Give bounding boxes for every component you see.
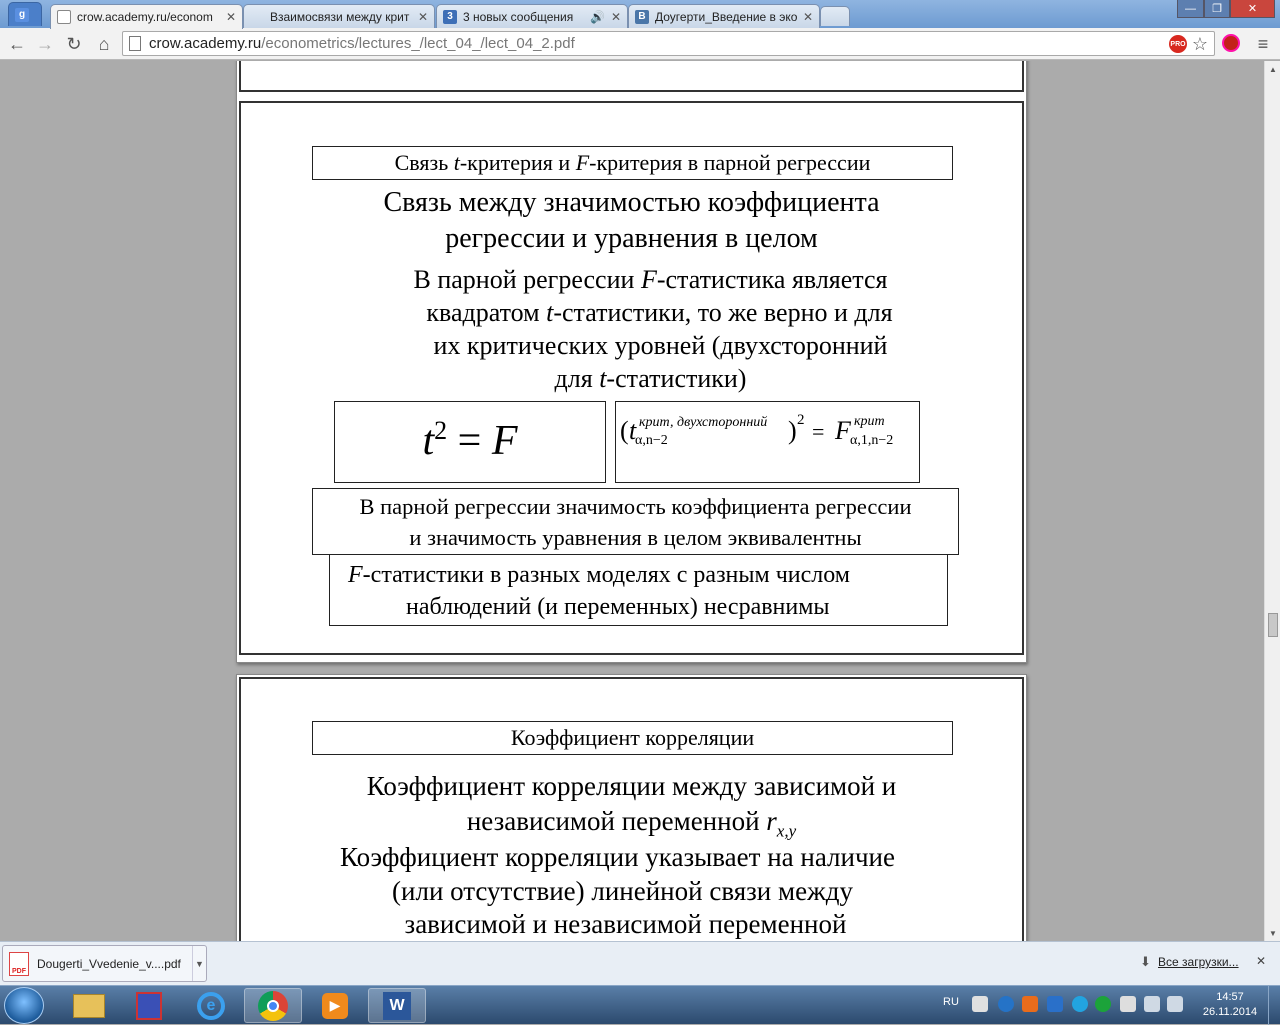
vk-icon: B — [635, 10, 649, 24]
corr-l2-sub: x,y — [776, 821, 797, 841]
bookmark-star-icon[interactable]: ☆ — [1191, 33, 1209, 54]
forward-arrow-icon[interactable]: → — [36, 33, 54, 54]
corr-line-4: (или отсутствие) линейной связи между — [392, 876, 853, 906]
tab-strip — [0, 0, 1280, 28]
previous-slide-bottom — [239, 61, 1024, 92]
download-item[interactable] — [2, 945, 207, 982]
pdf-page — [236, 61, 1027, 663]
p1-l2-pre: квадратом — [426, 298, 547, 327]
address-host: crow.academy.ru — [149, 35, 262, 52]
scroll-down-icon[interactable]: ▼ — [1269, 928, 1277, 938]
slide-t-f-criteria — [239, 101, 1024, 655]
pdf-page — [236, 674, 1027, 941]
pdf-file-icon: PDF — [9, 952, 29, 976]
clock[interactable] — [1195, 990, 1265, 1020]
home-icon[interactable]: ⌂ — [98, 33, 110, 54]
slide-title-post: -критерия в парной регрессии — [589, 150, 871, 175]
scroll-thumb[interactable] — [1268, 613, 1278, 637]
formula2-t: t — [629, 416, 637, 445]
tab-crow-academy[interactable] — [50, 4, 243, 29]
floppy-icon — [136, 992, 162, 1020]
folder-icon — [73, 994, 105, 1018]
scroll-up-icon[interactable]: ▲ — [1269, 64, 1277, 74]
p1-l4-t: t — [599, 364, 607, 393]
show-desktop-button[interactable] — [1268, 986, 1280, 1025]
p1-l2-t: t — [546, 298, 554, 327]
formula-box-2 — [615, 401, 920, 483]
pdf-viewer[interactable] — [0, 61, 1264, 941]
box3-line-1 — [330, 559, 947, 591]
taskbar-explorer[interactable] — [60, 988, 118, 1023]
taskbar-word[interactable] — [368, 988, 426, 1023]
close-tab-icon[interactable]: ✕ — [417, 9, 428, 24]
p1-l4-pre: для — [554, 364, 600, 393]
adblock-icon[interactable] — [1222, 34, 1240, 52]
equivalence-box — [312, 488, 959, 555]
corr-line-5: зависимой и независимой переменной — [404, 909, 847, 939]
formula2-Fsub: α,1,n−2 — [850, 433, 894, 448]
google-apps-icon: g — [15, 8, 29, 22]
formula-box-1 — [334, 401, 606, 483]
formula2-open: ( — [620, 416, 629, 445]
formula1-exp: 2 — [434, 416, 448, 445]
chrome-icon — [258, 991, 288, 1021]
page-icon — [57, 10, 71, 24]
mail-icon: 3 — [443, 10, 457, 24]
formula2-close: ) — [788, 416, 797, 445]
p1-l1-pre: В парной регрессии — [413, 265, 641, 294]
language-indicator[interactable]: RU — [943, 996, 959, 1008]
slide-title-pre: Связь — [394, 150, 454, 175]
box3-l1-post: -статистики в разных моделях с разным числом — [362, 562, 850, 588]
tab-title: Доугерти_Введение в эко — [655, 9, 798, 24]
tab-title: 3 новых сообщения — [463, 9, 574, 24]
reload-icon[interactable]: ↻ — [66, 33, 82, 54]
formula-t-squared-equals-F — [335, 416, 605, 465]
slide-title-t: t — [453, 150, 460, 175]
tab-vzaimosvyazi[interactable] — [243, 4, 435, 28]
tab-messages[interactable] — [436, 4, 628, 28]
maximize-button[interactable]: ❐ — [1204, 0, 1230, 18]
network-icon[interactable] — [1144, 996, 1160, 1012]
paragraph-line-1 — [241, 265, 1022, 295]
formula2-Fsup: крит — [854, 414, 885, 429]
speaker-icon: 🔊 — [589, 9, 605, 24]
p1-l1-post: -статистика является — [656, 265, 888, 294]
p1-l1-F: F — [640, 265, 657, 294]
tray-icon-network[interactable] — [972, 996, 988, 1012]
slide-title-box — [312, 146, 953, 180]
corr-line-1: Коэффициент корреляции между зависимой и — [366, 771, 897, 801]
download-filename: Dougerti_Vvedenie_v....pdf — [37, 956, 181, 971]
paragraph-line-4 — [241, 364, 1022, 394]
paragraph-line-3: их критических уровней (двухсторонний — [433, 331, 888, 360]
corr-l2-r: r — [766, 806, 777, 836]
start-button[interactable] — [4, 987, 44, 1024]
incomparable-box — [329, 554, 948, 626]
browser-toolbar — [0, 28, 1280, 60]
windows-taskbar — [0, 985, 1280, 1024]
formula1-F: F — [491, 418, 518, 464]
formula1-eq: = — [447, 418, 492, 464]
address-path: /econometrics/lectures_/lect_04_/lect_04_2.pdf — [261, 35, 575, 52]
all-downloads-link[interactable]: Все загрузки... — [1158, 955, 1239, 969]
flag-icon[interactable] — [1120, 996, 1136, 1012]
corr-line-3: Коэффициент корреляции указывает на наличие — [339, 842, 895, 872]
heading-line-2: регрессии и уравнения в целом — [445, 223, 818, 254]
chevron-down-icon[interactable]: ▼ — [192, 946, 206, 981]
tab-dougerti[interactable] — [628, 4, 820, 28]
clock-time: 14:57 — [1216, 991, 1244, 1003]
tray-icon-app2[interactable] — [1047, 996, 1063, 1012]
page-icon — [129, 36, 141, 51]
download-shelf — [0, 941, 1280, 985]
taskbar-chrome[interactable] — [244, 988, 302, 1023]
formula2-eq: = — [812, 419, 825, 444]
download-arrow-icon: ⬇ — [1140, 954, 1151, 969]
tray-icon-skype[interactable] — [1072, 996, 1088, 1012]
formula2-sup: крит, двухсторонний — [639, 415, 768, 430]
taskbar-media[interactable] — [306, 988, 364, 1023]
box2-line-2: и значимость уравнения в целом эквивалентны — [409, 525, 862, 550]
tray-icon-search[interactable] — [998, 996, 1014, 1012]
slide-title-F: F — [575, 150, 590, 175]
minimize-button[interactable]: — — [1177, 0, 1204, 18]
word-icon: W — [383, 992, 411, 1020]
tray-icon-app[interactable] — [1022, 996, 1038, 1012]
close-tab-icon[interactable]: ✕ — [802, 9, 813, 24]
pro-extension-icon[interactable]: PRO — [1169, 35, 1187, 53]
tray-icon-green[interactable] — [1095, 996, 1111, 1012]
media-player-icon: ▶ — [322, 993, 348, 1019]
slide-correlation — [239, 677, 1024, 941]
formula1-t: t — [422, 418, 435, 464]
apps-tab[interactable] — [8, 2, 42, 26]
taskbar-save[interactable] — [120, 988, 178, 1023]
tab-title: crow.academy.ru/econom — [77, 10, 213, 24]
formula2-exp: 2 — [797, 412, 805, 428]
close-window-button[interactable]: ✕ — [1230, 0, 1275, 18]
close-tab-icon[interactable]: ✕ — [610, 9, 621, 24]
p1-l4-post: -статистики) — [606, 364, 747, 393]
formula2-F: F — [835, 416, 851, 445]
back-arrow-icon[interactable]: ← — [8, 33, 26, 54]
taskbar-ie[interactable] — [182, 988, 240, 1023]
box3-line-2: наблюдений (и переменных) несравнимы — [406, 594, 830, 620]
p1-l2-post: -статистики, то же верно и для — [553, 298, 893, 327]
paragraph-line-2 — [241, 298, 1022, 328]
close-shelf-icon[interactable]: ✕ — [1256, 954, 1267, 968]
menu-icon[interactable]: ≡ — [1257, 33, 1269, 54]
formula2-sub: α,n−2 — [635, 433, 668, 448]
corr-line-2 — [241, 806, 1022, 841]
heading-line-1: Связь между значимостью коэффициента — [383, 187, 880, 218]
new-tab-button[interactable] — [820, 6, 850, 26]
close-tab-icon[interactable]: ✕ — [225, 10, 236, 24]
slide-title-box: Коэффициент корреляции — [312, 721, 953, 755]
internet-explorer-icon: e — [197, 992, 225, 1020]
address-bar[interactable] — [122, 31, 1215, 56]
clock-date: 26.11.2014 — [1202, 1006, 1258, 1018]
slide-title-mid: -критерия и — [459, 150, 576, 175]
volume-icon[interactable] — [1167, 996, 1183, 1012]
box2-line-1: В парной регрессии значимость коэффициента регрессии — [359, 494, 912, 519]
tab-title: Взаимосвязи между крит — [270, 9, 410, 24]
box3-F: F — [348, 562, 363, 588]
vertical-scrollbar[interactable] — [1264, 61, 1280, 941]
corr-l2-pre: независимой переменной — [466, 806, 767, 836]
